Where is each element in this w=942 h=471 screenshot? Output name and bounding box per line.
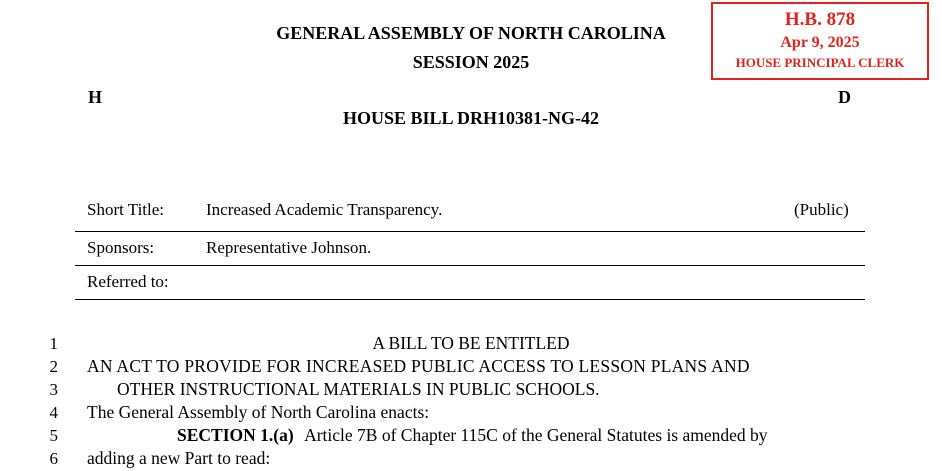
clerk-stamp [711, 2, 929, 80]
left-code: H [88, 87, 103, 107]
bill-heading: A BILL TO BE ENTITLED [372, 333, 570, 353]
line-number: 5 [49, 426, 58, 445]
bill-type: (Public) [794, 200, 849, 219]
divider [75, 265, 865, 266]
session-title: SESSION 2025 [412, 52, 530, 72]
stamp-date: Apr 9, 2025 [780, 34, 860, 51]
section-text: Article 7B of Chapter 115C of the General Statutes is amended by [304, 425, 768, 445]
bill-id: HOUSE BILL DRH10381-NG-42 [342, 108, 600, 128]
bill-text-line: OTHER INSTRUCTIONAL MATERIALS IN PUBLIC SCHOOLS. [117, 379, 600, 399]
sponsors-value: Representative Johnson. [206, 238, 372, 257]
right-code: D [838, 87, 851, 107]
stamp-bill-number: H.B. 878 [784, 9, 856, 30]
short-title-value: Increased Academic Transparency. [206, 200, 443, 219]
line-number: 2 [49, 357, 58, 376]
assembly-title: GENERAL ASSEMBLY OF NORTH CAROLINA [276, 23, 666, 43]
sponsors-label: Sponsors: [87, 238, 155, 257]
section-label: SECTION 1.(a) [177, 425, 294, 445]
divider [75, 299, 865, 300]
stamp-clerk: HOUSE PRINCIPAL CLERK [735, 55, 905, 70]
divider [75, 231, 865, 232]
bill-text-line: AN ACT TO PROVIDE FOR INCREASED PUBLIC ACCESS TO LESSON PLANS AND [87, 356, 750, 376]
bill-text-line: adding a new Part to read: [87, 448, 271, 468]
line-number: 6 [49, 449, 58, 468]
line-number: 1 [49, 334, 58, 353]
bill-text-line: The General Assembly of North Carolina enacts: [87, 402, 430, 422]
referred-label: Referred to: [87, 272, 169, 291]
bill-text-line [177, 425, 768, 446]
short-title-label: Short Title: [87, 200, 165, 219]
line-number: 4 [49, 403, 58, 422]
line-number: 3 [49, 380, 58, 399]
